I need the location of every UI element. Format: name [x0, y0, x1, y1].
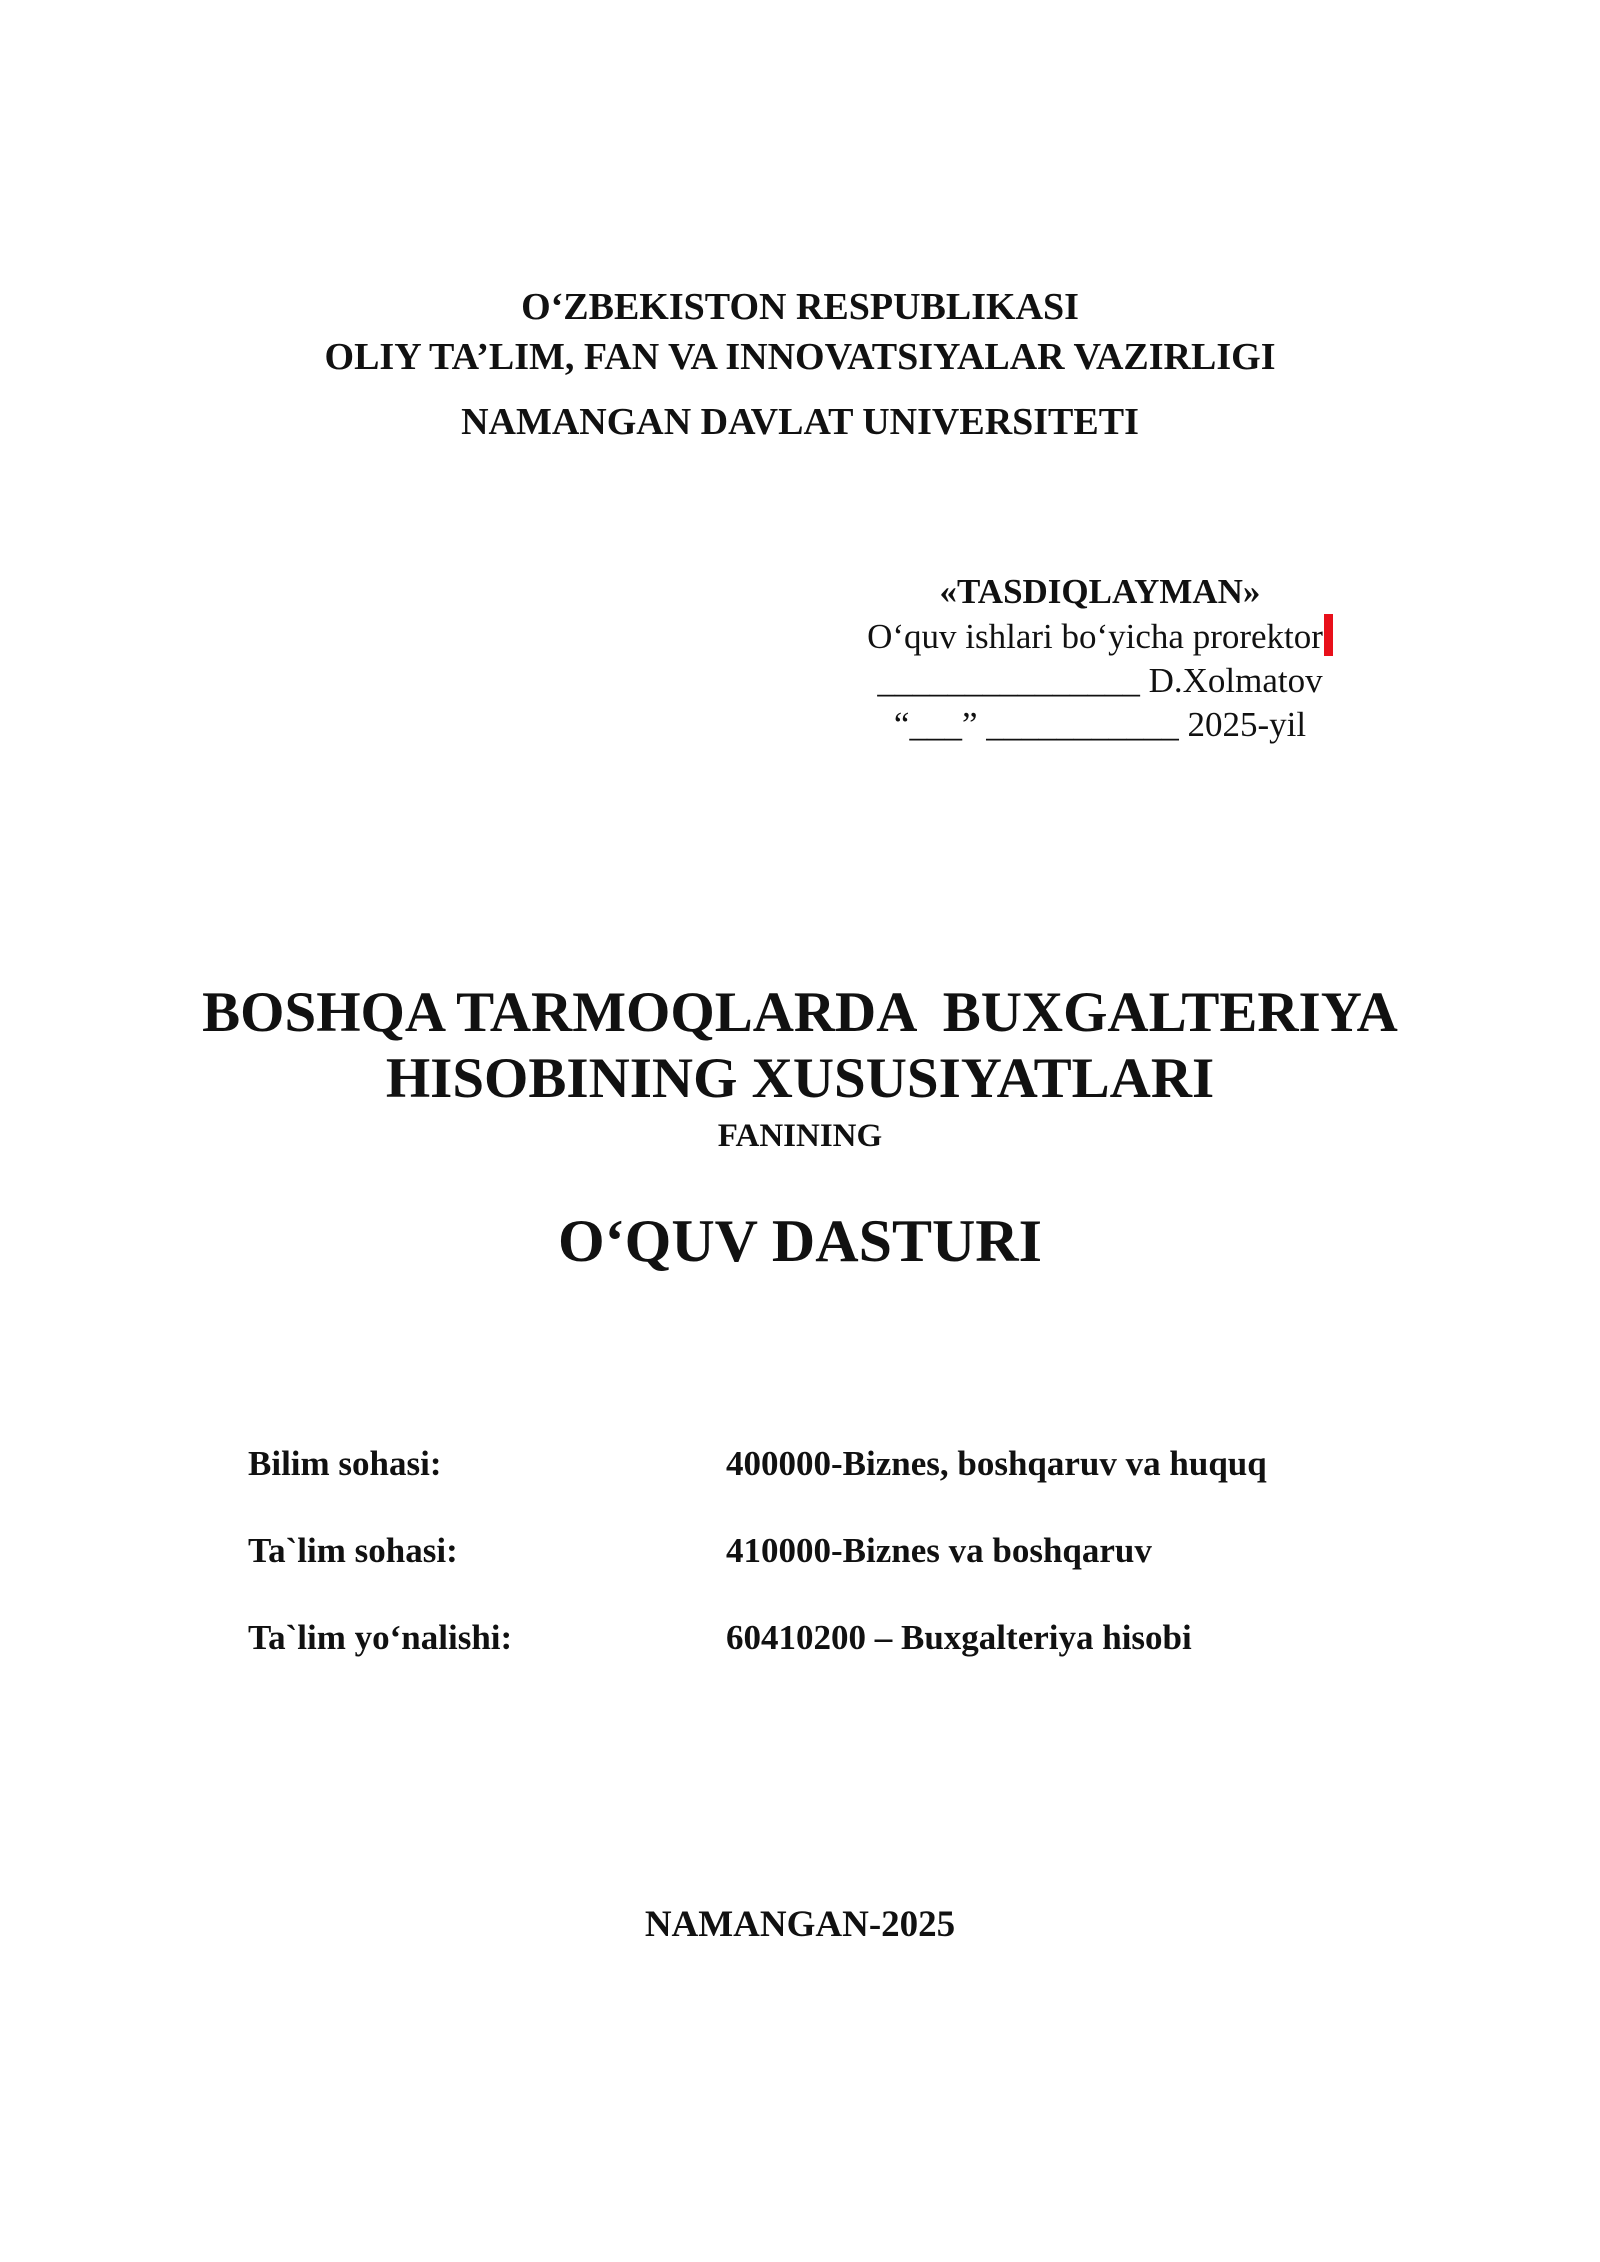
info-row-education-direction [248, 1614, 1448, 1701]
info-table [248, 1440, 1448, 1701]
course-title [0, 980, 1600, 1112]
approval-signature: _______________ D.Xolmatov [877, 661, 1323, 700]
course-title-line-2: HISOBINING XUSUSIYATLARI [385, 1047, 1215, 1110]
info-label: Bilim sohasi: [248, 1444, 442, 1483]
header-ministry [0, 332, 1600, 382]
header-country [0, 282, 1600, 332]
approval-block [780, 570, 1420, 747]
info-value: 400000-Biznes, boshqaruv va huquq [726, 1444, 1267, 1483]
info-value: 60410200 – Buxgalteriya hisobi [726, 1618, 1192, 1657]
header-university-text: NAMANGAN DAVLAT UNIVERSITETI [461, 401, 1139, 443]
approval-position-line [780, 614, 1420, 659]
approval-date: “___” ___________ 2025-yil [893, 705, 1307, 744]
approval-position: O‘quv ishlari bo‘yicha prorektor [867, 617, 1323, 656]
info-label: Ta`lim sohasi: [248, 1531, 458, 1570]
header-ministry-text: OLIY TA’LIM, FAN VA INNOVATSIYALAR VAZIRLIGI [324, 336, 1276, 378]
info-row-knowledge-area [248, 1440, 1448, 1527]
document-type-title: O‘QUV DASTURI [558, 1208, 1042, 1274]
info-row-education-area [248, 1527, 1448, 1614]
text-cursor-marker [1324, 614, 1333, 656]
header-country-text: O‘ZBEKISTON RESPUBLIKASI [521, 286, 1079, 328]
footer-place-year: NAMANGAN-2025 [644, 1904, 956, 1945]
info-label: Ta`lim yo‘nalishi: [248, 1618, 513, 1657]
info-value: 410000-Biznes va boshqaruv [726, 1531, 1152, 1570]
approval-title: «TASDIQLAYMAN» [939, 572, 1261, 611]
header-university [0, 397, 1600, 447]
course-title-line-1: BOSHQA TARMOQLARDA BUXGALTERIYA [202, 981, 1398, 1044]
course-subtitle: FANINING [717, 1118, 883, 1154]
